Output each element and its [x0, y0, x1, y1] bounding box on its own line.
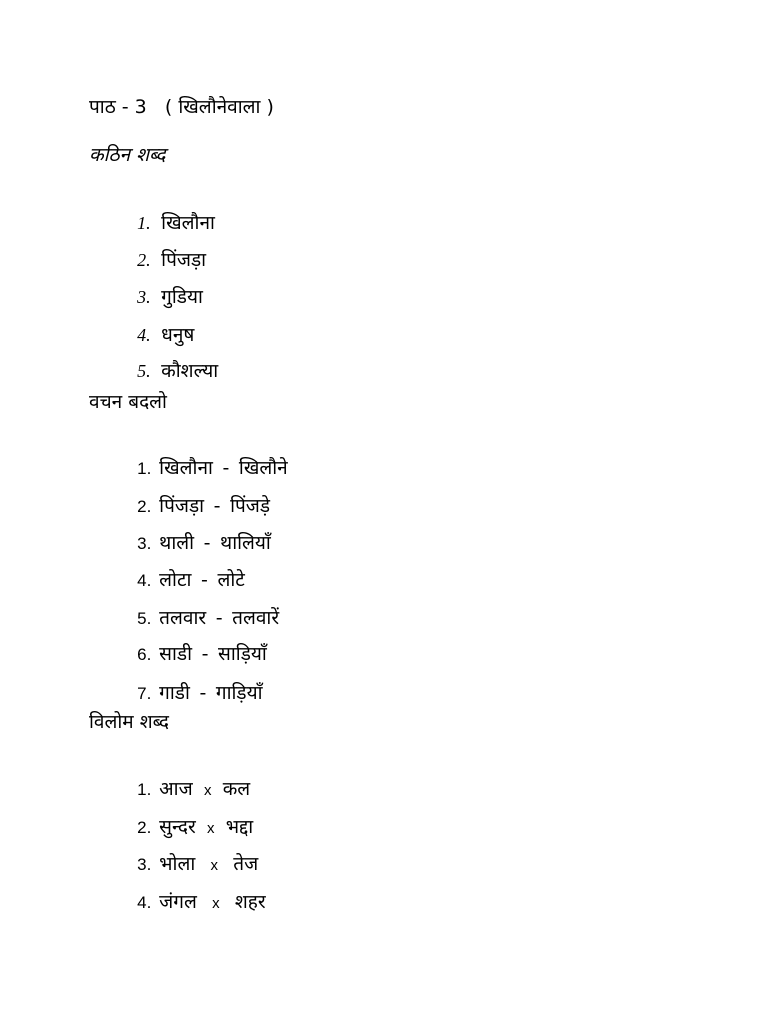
word: सुन्दर [159, 816, 196, 838]
item-number: 1. [137, 459, 152, 478]
opposite-word: शहर [234, 891, 266, 913]
word: पिंजड़ा [161, 249, 207, 271]
word: भोला [159, 853, 196, 875]
lesson-title: पाठ - 3 ( खिलौनेवाला ) [89, 96, 274, 118]
plural-word: तलवारें [232, 607, 280, 629]
plural-word: खिलौने [238, 457, 288, 479]
singular-word: लोटा [159, 569, 192, 591]
word: धनुष [161, 324, 195, 346]
plural-word: गाड़ियाँ [215, 682, 263, 704]
vilom-item [113, 874, 266, 931]
item-number: 6. [137, 645, 152, 664]
singular-word: साडी [159, 643, 193, 665]
item-number: 3. [137, 287, 151, 307]
x-separator: x [212, 895, 220, 912]
word: कौशल्या [161, 360, 219, 382]
section-heading-vachan-badlo: वचन बदलो [89, 391, 167, 413]
dash-separator: - [201, 643, 209, 665]
word: आज [159, 778, 193, 800]
dash-separator: - [199, 682, 207, 704]
plural-word: लोटे [217, 569, 245, 591]
item-number: 4. [137, 325, 151, 345]
dash-separator: - [201, 569, 208, 591]
section-heading-kathin-shabd: कठिन शब्द [89, 144, 166, 166]
plural-word: थालियाँ [220, 532, 271, 554]
dash-separator: - [213, 495, 221, 517]
singular-word: तलवार [159, 607, 207, 629]
section-heading-vilom-shabd: विलोम शब्द [89, 711, 170, 733]
item-number: 5. [137, 609, 152, 628]
opposite-word: भद्दा [225, 816, 254, 838]
item-number: 3. [137, 855, 152, 874]
singular-word: थाली [159, 532, 195, 554]
item-number: 4. [137, 571, 152, 590]
dash-separator: - [222, 457, 230, 479]
opposite-word: तेज [233, 853, 259, 875]
item-number: 3. [137, 534, 152, 553]
singular-word: गाडी [159, 682, 190, 704]
plural-word: साड़ियाँ [218, 643, 267, 665]
singular-word: खिलौना [159, 457, 213, 479]
x-separator: x [203, 782, 212, 799]
dash-separator: - [203, 532, 211, 554]
item-number: 5. [137, 361, 151, 381]
word: गुडिया [161, 286, 203, 308]
word: जंगल [159, 891, 197, 913]
opposite-word: कल [222, 778, 251, 800]
item-number: 1. [137, 213, 151, 233]
item-number: 1. [137, 780, 152, 799]
dash-separator: - [215, 607, 223, 629]
item-number: 7. [137, 684, 152, 703]
singular-word: पिंजड़ा [159, 495, 205, 517]
plural-word: पिंजड़े [230, 495, 271, 517]
x-separator: x [210, 857, 219, 874]
x-separator: x [207, 820, 215, 837]
item-number: 4. [137, 893, 152, 912]
word: खिलौना [161, 212, 215, 234]
item-number: 2. [137, 818, 152, 837]
item-number: 2. [137, 497, 152, 516]
item-number: 2. [137, 250, 151, 270]
